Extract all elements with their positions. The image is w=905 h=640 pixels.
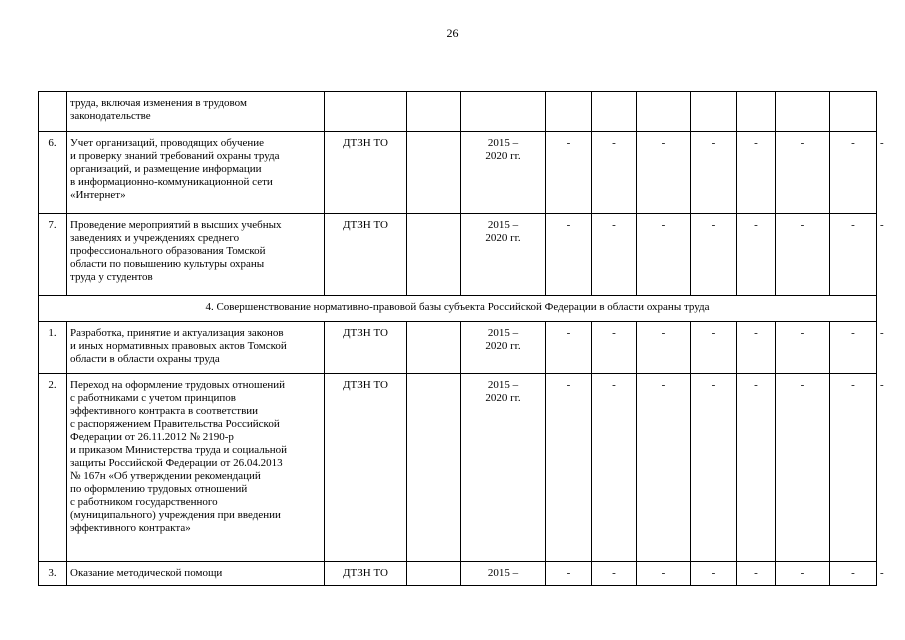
funding-value: - [776,322,830,374]
funding-value: - [737,132,776,214]
measure-name-line: Учет организаций, проводящих обучение [70,137,265,149]
funding-value: - [830,214,877,296]
blank-cell [407,322,461,374]
period-line: 2015 – [487,137,519,149]
period [461,214,546,296]
table-row: 6. Учет организаций, проводящих обучение и проверку знаний требований охраны труда организаций, и размещение информации в информационно-коммуникационной сети «Интернет» ДТЗН ТО 2015 – 2020 гг. - - - - - - - - [39,132,877,214]
period [461,562,546,586]
funding-value: - [737,214,776,296]
period-line: 2015 – [487,327,519,339]
funding-value: - [546,322,592,374]
measure-name-line: и иных нормативных правовых актов Томской [70,340,287,352]
measure-name-line: труда, включая изменения в трудовом [70,97,247,109]
funding-value: - [637,562,691,586]
measure-name [67,92,325,132]
executor: ДТЗН ТО [325,374,407,562]
funding-value: - [830,374,877,562]
measure-name [67,132,325,214]
blank-cell [407,562,461,586]
measure-name-line: «Интернет» [70,189,126,201]
funding-value: - [546,374,592,562]
measure-name-line: с работником государственного [70,496,218,508]
funding-value: - [737,322,776,374]
funding-value [776,92,830,132]
measure-name-line: области в области охраны труда [70,353,220,365]
funding-value [830,92,877,132]
period [461,92,546,132]
funding-value: - [637,374,691,562]
measure-name-line: профессионального образования Томской [70,245,266,257]
funding-value: - [737,562,776,586]
row-number: 1. [39,322,67,374]
funding-value: - [776,132,830,214]
measure-name-line: в информационно-коммуникационной сети [70,176,273,188]
measure-name-line: заведениях и учреждениях среднего [70,232,240,244]
measure-name-line: защиты Российской Федерации от 26.04.2013 [70,457,283,469]
measure-name-line: организаций, и размещение информации [70,163,262,175]
measure-name-line: № 167н «Об утверждении рекомендаций [70,470,261,482]
funding-value: - [830,132,877,214]
period [461,374,546,562]
funding-value: - [830,322,877,374]
measure-name-line: труда у студентов [70,271,153,283]
period-line: 2020 гг. [485,150,521,162]
blank-cell [407,374,461,562]
funding-value: - [637,132,691,214]
table-row: 1. Разработка, принятие и актуализация законов и иных нормативных правовых актов Томской области в области охраны труда ДТЗН ТО 2015 – 2020 гг. - - - - - - - - [39,322,877,374]
measure-name-line: (муниципального) учреждения при введении [70,509,281,521]
funding-value: - [546,214,592,296]
measure-name-line: с распоряжением Правительства Российской [70,418,280,430]
measure-name-line: и приказом Министерства труда и социальной [70,444,288,456]
funding-value: - [592,562,637,586]
funding-value: - [691,562,737,586]
table-row: 7. Проведение мероприятий в высших учебных заведениях и учреждениях среднего профессионального образования Томской области по повышению культуры охраны труда у студентов ДТЗН ТО 2015 – 2020 гг. - - - - - - - - [39,214,877,296]
period-line: 2020 гг. [485,340,521,352]
measure-name-line: Проведение мероприятий в высших учебных [70,219,282,231]
measure-name-line: и проверку знаний требований охраны труда [70,150,280,162]
measure-name-line: с работниками с учетом принципов [70,392,236,404]
executor: ДТЗН ТО [325,132,407,214]
row-number [39,92,67,132]
funding-value: - [592,132,637,214]
funding-value [691,92,737,132]
funding-value: - [592,322,637,374]
table-body [39,92,884,586]
funding-value [737,92,776,132]
period-line: 2015 – [487,379,519,391]
measure-name-line: эффективного контракта в соответствии [70,405,259,417]
row-number: 3. [39,562,67,586]
measure-name-line: законодательстве [70,110,151,122]
funding-value: - [637,214,691,296]
funding-value [546,92,592,132]
funding-value [592,92,637,132]
blank-cell [407,92,461,132]
measure-name [67,374,325,562]
measure-name [67,562,325,586]
measure-name-line: области по повышению культуры охраны [70,258,265,270]
row-number: 2. [39,374,67,562]
period-line: 2020 гг. [485,392,521,404]
section-title: 4. Совершенствование нормативно-правовой базы субъекта Российской Федерации в области охраны труда [39,296,877,322]
funding-value: - [737,374,776,562]
funding-value: - [776,374,830,562]
measure-name [67,322,325,374]
measure-name-line: по оформлению трудовых отношений [70,483,248,495]
period-line: 2015 – [487,567,519,579]
period-line: 2015 – [487,219,519,231]
funding-value: - [592,374,637,562]
funding-value [637,92,691,132]
funding-value: - [776,214,830,296]
funding-value: - [830,562,877,586]
executor: ДТЗН ТО [325,562,407,586]
executor: ДТЗН ТО [325,214,407,296]
measure-name-line: Оказание методической помощи [70,567,223,579]
funding-value: - [637,322,691,374]
measure-name-line: Федерации от 26.11.2012 № 2190-р [70,431,234,443]
table-row: 2. Переход на оформление трудовых отношений с работниками с учетом принципов эффективного контракта в соответствии с распоряжением Правительства Российской Федерации от 26.11.2012 № 2190-р и приказом Министерства труда и социальной защиты Российской Федерации от 26.04.2013 № 167н «Об утверждении рекомендаций по оформлению трудовых отношений с работником государственного (муниципального) учреждения при введении эффективного контракта» ДТЗН ТО 2015 – 2020 гг. - - - - - - - - [39,374,877,562]
funding-value: - [546,132,592,214]
funding-value: - [592,214,637,296]
measure-name-line: Переход на оформление трудовых отношений [70,379,285,391]
table-row: 3. Оказание методической помощи ДТЗН ТО 2015 – - - - - - - - - [39,562,877,586]
funding-value: - [691,322,737,374]
table-row [39,92,877,132]
funding-value: - [546,562,592,586]
executor: ДТЗН ТО [325,322,407,374]
row-number: 7. [39,214,67,296]
period-line: 2020 гг. [485,232,521,244]
row-number: 6. [39,132,67,214]
funding-value: - [691,374,737,562]
funding-value: - [691,132,737,214]
funding-value: - [776,562,830,586]
measures-table [38,91,884,586]
blank-cell [407,132,461,214]
measure-name [67,214,325,296]
page-number: 26 [446,26,459,40]
funding-value: - [691,214,737,296]
blank-cell [407,214,461,296]
measure-name-line: Разработка, принятие и актуализация законов [70,327,284,339]
executor [325,92,407,132]
period [461,132,546,214]
measure-name-line: эффективного контракта» [70,522,191,534]
period [461,322,546,374]
section-header-row [39,296,877,322]
